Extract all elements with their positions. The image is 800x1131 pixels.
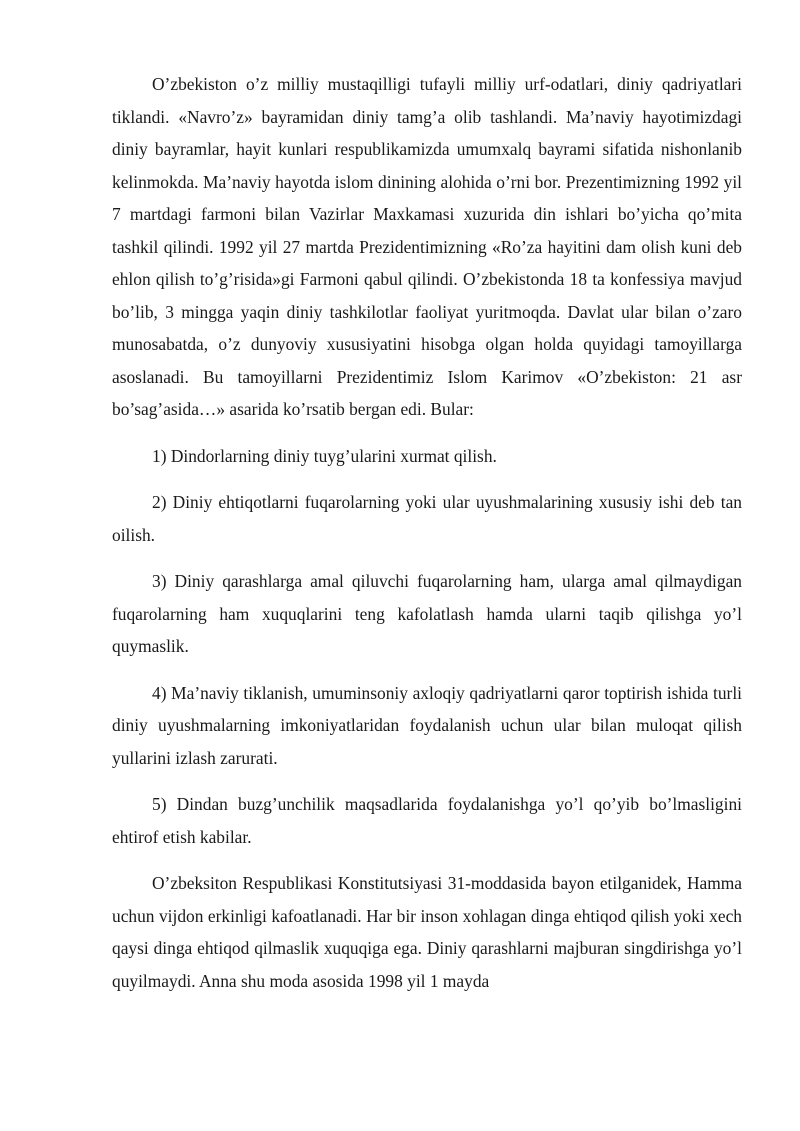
- principle-item-3: 3) Diniy qarashlarga amal qiluvchi fuqarolarning ham, ularga amal qilmaydigan fuqarolarning ham xuquqlarini teng kafolatlash hamda ularni taqib qilishga yo’l quymaslik.: [112, 571, 742, 656]
- document-body: [112, 68, 742, 997]
- principle-item-2: 2) Diniy ehtiqotlarni fuqarolarning yoki ular uyushmalarining xususiy ishi deb tan oilish.: [112, 492, 742, 545]
- principle-item-4: 4) Ma’naviy tiklanish, umuminsoniy axloqiy qadriyatlarni qaror toptirish ishida turli diniy uyushmalarning imkoniyatlaridan foydalanish uchun ular bilan muloqat qilish yullarini izlash zarurati.: [112, 682, 742, 768]
- intro-paragraph: O’zbekiston o’z milliy mustaqilligi tufayli milliy urf-odatlari, diniy qadriyatlari tiklandi. «Navro’z» bayramidan diniy tamg’a olib tashlandi. Ma’naviy hayotimizdagi diniy bayramlar, hayit kunlari respublikamizda umumxalq bayrami sifatida nishonlanib kelinmokda. Ma’naviy hayotda islom dinining alohida o’rni bor. Prezentimizning 1992 yil 7 martdagi farmoni bilan Vazirlar Maxkamasi xuzurida din ishlari bo’yicha qo’mita tashkil qilindi. 1992 yil 27 martda Prezidentimizning «Ro’za hayitini dam olish kuni deb ehlon qilish to’g’risida»gi Farmoni qabul qilindi. O’zbekistonda 18 ta konfessiya mavjud bo’lib, 3 mingga yaqin diniy tashkilotlar faoliyat yuritmoqda. Davlat ular bilan o’zaro munosabatda, o’z dunyoviy xususiyatini hisobga olgan holda quyidagi tamoyillarga asoslanadi. Bu tamoyillarni Prezidentimiz Islom Karimov «O’zbekiston: 21 asr bo’sag’asida…» asarida ko’rsatib bergan edi. Bular:: [112, 74, 742, 419]
- principle-item-5: 5) Dindan buzg’unchilik maqsadlarida foydalanishga yo’l qo’yib bo’lmasligini ehtirof etish kabilar.: [112, 794, 742, 847]
- constitution-paragraph: O’zbeksiton Respublikasi Konstitutsiyasi 31-moddasida bayon etilganidek, Hamma uchun vijdon erkinligi kafoatlanadi. Har bir inson xohlagan dinga ehtiqod qilish yoki xech qaysi dinga ehtiqod qilmaslik xuquqiga ega. Diniy qarashlarni majburan singdirishga yo’l quyilmaydi. Anna shu moda asosida 1998 yil 1 mayda: [112, 873, 742, 991]
- principle-item-1: 1) Dindorlarning diniy tuyg’ularini xurmat qilish.: [152, 445, 497, 466]
